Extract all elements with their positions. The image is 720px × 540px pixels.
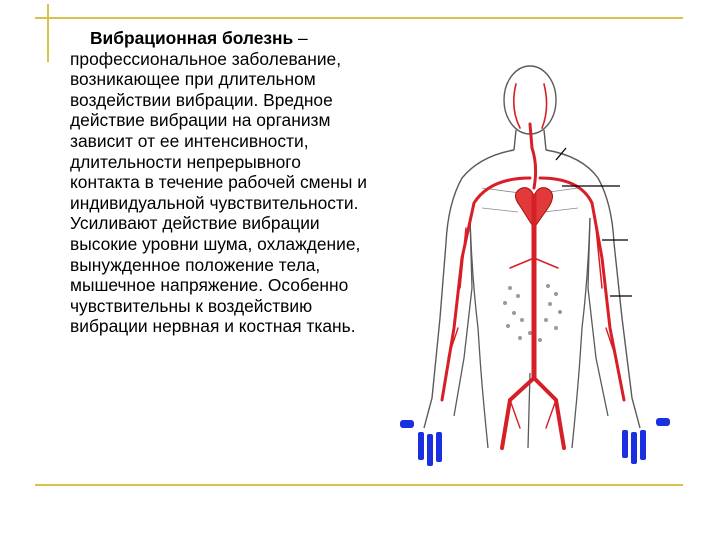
circulatory-system-figure — [370, 28, 688, 478]
left-accent-rule — [47, 4, 49, 62]
term-heading: Вибрационная болезнь — [90, 28, 294, 48]
bottom-accent-rule — [35, 484, 683, 486]
left-hand — [400, 420, 442, 466]
slide-body-text — [70, 28, 370, 337]
right-hand — [622, 418, 670, 464]
arteries — [442, 84, 624, 448]
body-diagram-svg — [370, 28, 688, 478]
top-accent-rule — [35, 17, 683, 19]
term-dash: – — [293, 28, 308, 48]
definition-text: профессиональное заболевание, возникающее при длительном воздействии вибрации. Вредное действие вибрации на организм зависит от ее интенсивности, длительности непрерывного контакта в течение рабочей смены и индивидуальной чувствительности. Усиливают действие вибрации высокие уровни шума, охлаждение, вынужденное положение тела, мышечное напряжение. Особенно чувствительны к воздействию вибрации нервная и костная ткань. — [70, 48, 367, 337]
